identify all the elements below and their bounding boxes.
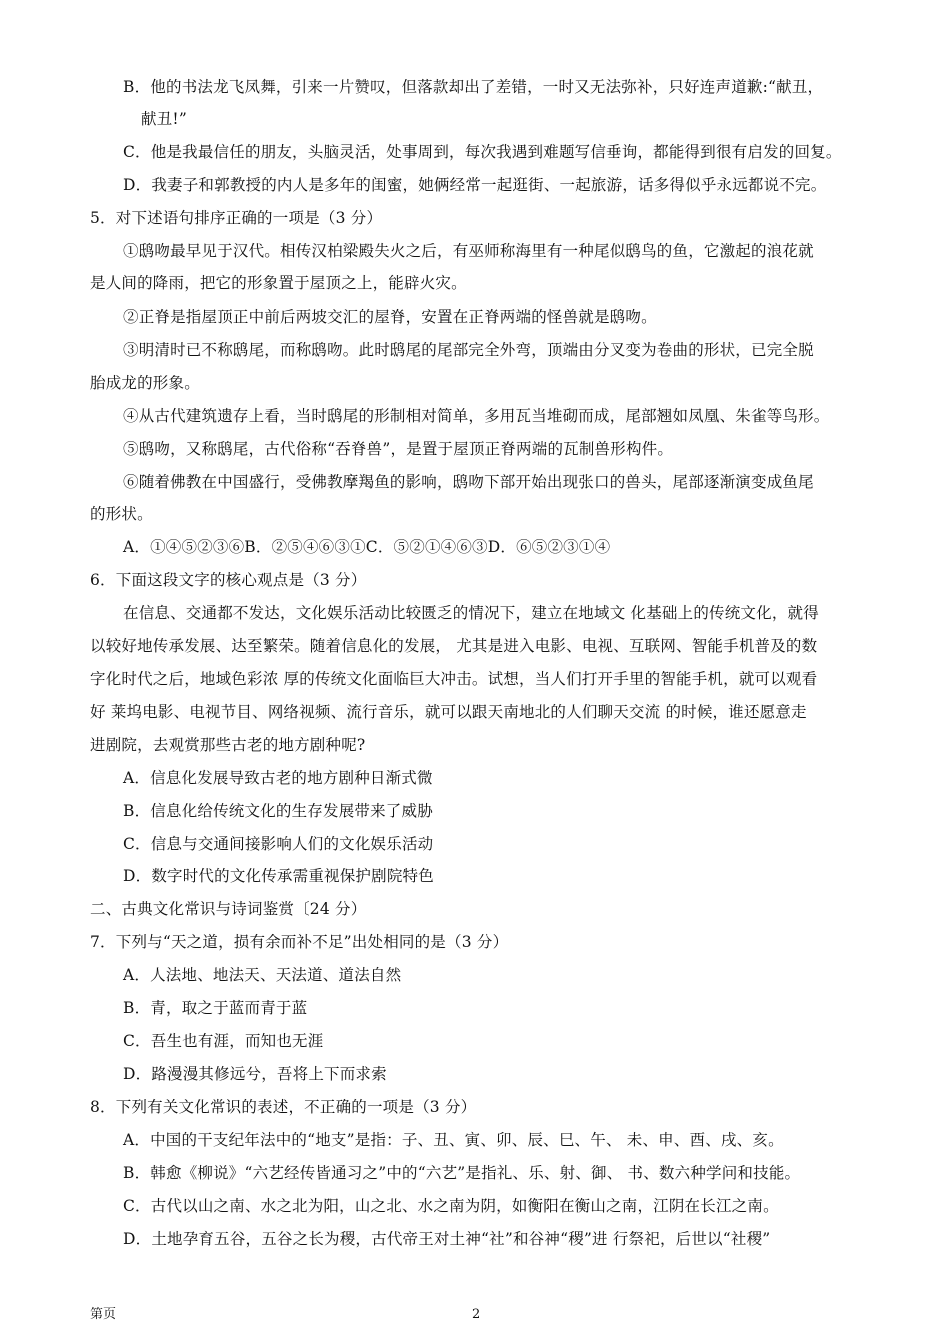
- q4-option-b-continued: 献丑!”: [141, 110, 187, 128]
- q5-sentence-6-continued: 的形状。: [90, 505, 153, 523]
- q5-sentence-3-continued: 胎成龙的形象。: [90, 374, 200, 392]
- q6-passage-line-1: 在信息、交通都不发达，文化娱乐活动比较匮乏的情况下，建立在地域文 化基础上的传统文化，就得: [123, 604, 819, 622]
- q5-sentence-1: ①鸱吻最早见于汉代。相传汉柏梁殿失火之后，有巫师称海里有一种尾似鸱鸟的鱼，它激起的浪花就: [123, 242, 814, 260]
- q6-option-b: B．信息化给传统文化的生存发展带来了威胁: [123, 802, 433, 820]
- q8-option-a: A．中国的干支纪年法中的“地支”是指：子、丑、寅、卯、辰、巳、午、 未、申、酉、戌、亥。: [123, 1131, 784, 1149]
- q8-option-b: B．韩愈《柳说》“六艺经传皆通习之”中的“六艺”是指礼、乐、射、御、 书、数六种学问和技能。: [123, 1164, 801, 1182]
- q5-stem: 5．对下述语句排序正确的一项是（3 分）: [90, 209, 383, 227]
- q7-option-b: B．青，取之于蓝而青于蓝: [123, 999, 308, 1017]
- footer-page-number: 2: [472, 1307, 481, 1322]
- q5-options: A．①④⑤②③⑥B．②⑤④⑥③①C．⑤②①④⑥③D．⑥⑤②③①④: [123, 538, 611, 556]
- q4-option-d: D．我妻子和郭教授的内人是多年的闺蜜，她俩经常一起逛街、一起旅游，话多得似乎永远都说不完。: [123, 176, 827, 194]
- q7-option-a: A．人法地、地法天、天法道、道法自然: [123, 966, 402, 984]
- q6-option-d: D．数字时代的文化传承需重视保护剧院特色: [123, 867, 434, 885]
- q5-sentence-3: ③明清时已不称鸱尾，而称鸱吻。此时鸱尾的尾部完全外弯，顶端由分叉变为卷曲的形状，已完全脱: [123, 341, 814, 359]
- q4-option-b: B．他的书法龙飞凤舞，引来一片赞叹，但落款却出了差错，一时又无法弥补，只好连声道歉:“献丑，: [123, 78, 824, 96]
- q8-stem: 8．下列有关文化常识的表述，不正确的一项是（3 分）: [90, 1098, 477, 1116]
- q5-sentence-6: ⑥随着佛教在中国盛行，受佛教摩羯鱼的影响，鸱吻下部开始出现张口的兽头，尾部逐渐演变成鱼尾: [123, 473, 814, 491]
- q7-stem: 7．下列与“天之道，损有余而补不足”出处相同的是（3 分）: [90, 933, 509, 951]
- footer-page-label: 第页: [90, 1307, 117, 1322]
- q5-sentence-1-continued: 是人间的降雨，把它的形象置于屋顶之上，能辟火灾。: [90, 274, 467, 292]
- q6-passage-line-5: 进剧院，去观赏那些古老的地方剧种呢?: [90, 736, 366, 754]
- q6-option-a: A．信息化发展导致古老的地方剧种日渐式微: [123, 769, 433, 787]
- q7-option-d: D．路漫漫其修远兮，吾将上下而求索: [123, 1065, 387, 1083]
- q8-option-d: D．土地孕育五谷，五谷之长为稷，古代帝王对土神“社”和谷神“稷”进 行祭祀，后世以“社稷”: [123, 1230, 771, 1248]
- section-2-heading: 二、古典文化常识与诗词鉴赏〔24 分）: [90, 900, 367, 918]
- q6-stem: 6．下面这段文字的核心观点是（3 分）: [90, 571, 367, 589]
- q6-option-c: C．信息与交通间接影响人们的文化娱乐活动: [123, 835, 434, 853]
- q6-passage-line-3: 字化时代之后，地域色彩浓 厚的传统文化面临巨大冲击。试想，当人们打开手里的智能手机，就可以观看: [90, 670, 818, 688]
- q5-sentence-5: ⑤鸱吻，又称鸱尾，古代俗称“吞脊兽”，是置于屋顶正脊两端的瓦制兽形构件。: [123, 440, 674, 458]
- q4-option-c: C．他是我最信任的朋友，头脑灵活，处事周到，每次我遇到难题写信垂询，都能得到很有启发的回复。: [123, 143, 842, 161]
- q7-option-c: C．吾生也有涯，而知也无涯: [123, 1032, 324, 1050]
- q8-option-c: C．古代以山之南、水之北为阳，山之北、水之南为阴，如衡阳在衡山之南，江阴在长江之南。: [123, 1197, 779, 1215]
- q6-passage-line-2: 以较好地传承发展、达至繁荣。随着信息化的发展， 尤其是进入电影、电视、互联网、智能手机普及的数: [90, 637, 818, 655]
- q5-sentence-2: ②正脊是指屋顶正中前后两坡交汇的屋脊，安置在正脊两端的怪兽就是鸱吻。: [123, 308, 657, 326]
- q5-sentence-4: ④从古代建筑遗存上看，当时鸱尾的形制相对简单，多用瓦当堆砌而成，尾部翘如凤凰、朱雀等鸟形。: [123, 407, 830, 425]
- q6-passage-line-4: 好 莱坞电影、电视节目、网络视频、流行音乐，就可以跟天南地北的人们聊天交流 的时候，谁还愿意走: [90, 703, 807, 721]
